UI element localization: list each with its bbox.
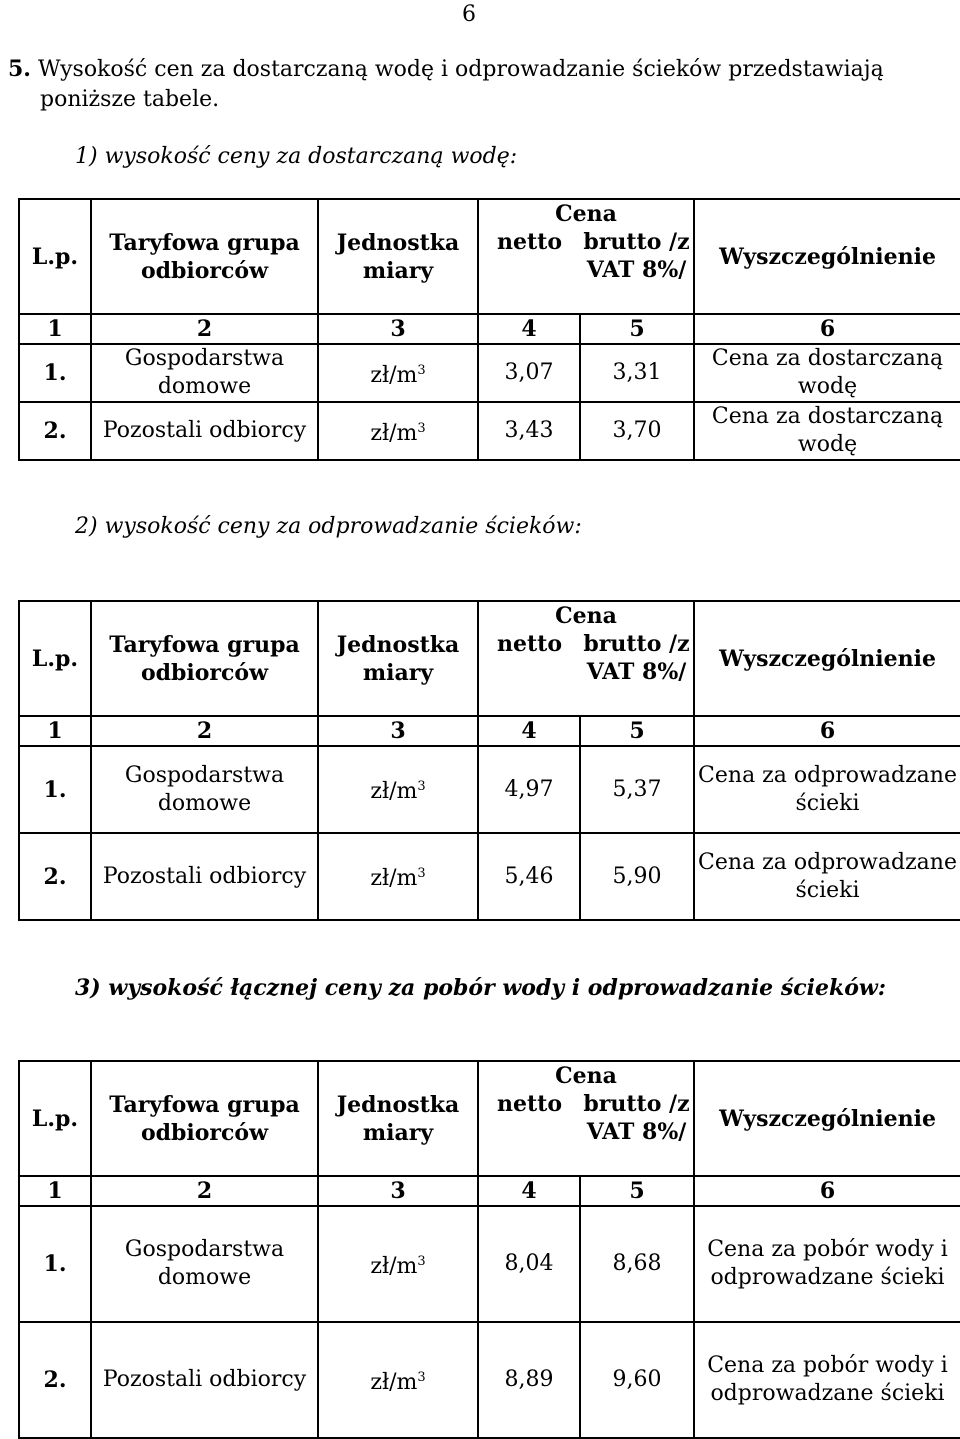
column-number: 1 [19,1176,91,1206]
header-row [19,199,960,228]
column-number-row [19,716,960,746]
row-unit-base: zł/m [370,1253,418,1279]
header-gross: brutto /z VAT 8%/ [580,1090,694,1176]
section-heading-line1: Wysokość cen za dostarczaną wodę i odprowadzanie ścieków przedstawiają [37,57,884,82]
header-details: Wyszczególnienie [694,601,960,716]
table-2-title: 2) wysokość ceny za odprowadzanie ścieków: [75,514,582,539]
row-details: Cena za odprowadzane ścieki [694,746,960,833]
header-row [19,1061,960,1090]
header-gross: brutto /z VAT 8%/ [580,228,694,314]
row-unit-base: zł/m [370,779,418,804]
header-net: netto [497,631,562,657]
row-group: Pozostali odbiorcy [91,1322,318,1438]
row-gross-price: 5,37 [580,746,694,833]
row-unit-base: zł/m [370,1369,418,1395]
row-group: Pozostali odbiorcy [91,402,318,460]
row-details: Cena za dostarczaną wodę [694,402,960,460]
row-unit-base: zł/m [370,362,418,388]
page-number: 6 [462,2,476,27]
column-number: 5 [580,1176,694,1206]
column-number-row [19,314,960,344]
row-unit [318,402,478,460]
header-row [19,601,960,630]
row-net-price: 3,07 [478,344,580,402]
row-group: Pozostali odbiorcy [91,833,318,920]
row-unit-base: zł/m [370,420,418,446]
row-gross-price: 3,31 [580,344,694,402]
header-price: Cena [478,199,694,228]
column-number: 6 [694,1176,960,1206]
table-row [19,1322,960,1438]
column-number: 1 [19,716,91,746]
header-group: Taryfowa grupa odbiorców [91,199,318,314]
row-gross-price: 8,68 [580,1206,694,1322]
table-row [19,402,960,460]
row-unit [318,746,478,833]
row-group: Gospodarstwa domowe [91,746,318,833]
row-details: Cena za pobór wody i odprowadzane ścieki [694,1206,960,1322]
row-lp: 2. [19,833,91,920]
row-lp: 2. [19,402,91,460]
row-lp: 1. [19,746,91,833]
column-number: 5 [580,314,694,344]
header-price: Cena [478,1061,694,1090]
column-number: 6 [694,314,960,344]
row-lp: 1. [19,344,91,402]
column-number: 2 [91,716,318,746]
column-number-row [19,1176,960,1206]
row-unit-exponent: 3 [417,362,426,378]
row-unit [318,1206,478,1322]
header-price: Cena [478,601,694,630]
header-lp: L.p. [19,1061,91,1176]
row-gross-price: 9,60 [580,1322,694,1438]
column-number: 2 [91,314,318,344]
column-number: 1 [19,314,91,344]
column-number: 2 [91,1176,318,1206]
row-net-price: 8,89 [478,1322,580,1438]
header-net: netto [497,229,562,255]
row-details: Cena za pobór wody i odprowadzane ścieki [694,1322,960,1438]
header-unit: Jednostka miary [318,1061,478,1176]
header-unit: Jednostka miary [318,601,478,716]
row-gross-price: 5,90 [580,833,694,920]
header-lp: L.p. [19,199,91,314]
table-row [19,344,960,402]
row-lp: 2. [19,1322,91,1438]
header-details: Wyszczególnienie [694,199,960,314]
row-unit [318,1322,478,1438]
table-1-title: 1) wysokość ceny za dostarczaną wodę: [75,144,518,169]
section-heading [8,54,948,115]
price-table [18,600,960,921]
column-number: 3 [318,314,478,344]
row-unit [318,833,478,920]
column-number: 3 [318,716,478,746]
row-lp: 1. [19,1206,91,1322]
section-heading-line2: poniższe tabele. [40,87,220,112]
header-lp: L.p. [19,601,91,716]
header-net: netto [497,1091,562,1117]
row-gross-price: 3,70 [580,402,694,460]
row-unit-exponent: 3 [417,1369,426,1385]
header-details: Wyszczególnienie [694,1061,960,1176]
price-table [18,198,960,461]
row-details: Cena za dostarczaną wodę [694,344,960,402]
row-unit-exponent: 3 [417,1253,426,1269]
row-net-price: 3,43 [478,402,580,460]
column-number: 4 [478,1176,580,1206]
header-group: Taryfowa grupa odbiorców [91,1061,318,1176]
column-number: 5 [580,716,694,746]
column-number: 4 [478,314,580,344]
row-details: Cena za odprowadzane ścieki [694,833,960,920]
row-unit [318,344,478,402]
table-3-title: 3) wysokość łącznej ceny za pobór wody i odprowadzanie ścieków: [75,975,886,1001]
row-net-price: 4,97 [478,746,580,833]
table-row [19,746,960,833]
column-number: 4 [478,716,580,746]
table-row [19,833,960,920]
row-unit-exponent: 3 [417,420,426,436]
header-gross: brutto /z VAT 8%/ [580,630,694,716]
header-unit: Jednostka miary [318,199,478,314]
header-group: Taryfowa grupa odbiorców [91,601,318,716]
column-number: 3 [318,1176,478,1206]
price-table [18,1060,960,1439]
table-row [19,1206,960,1322]
row-net-price: 5,46 [478,833,580,920]
row-group: Gospodarstwa domowe [91,1206,318,1322]
row-group: Gospodarstwa domowe [91,344,318,402]
row-unit-base: zł/m [370,866,418,891]
row-unit-exponent: 3 [417,866,426,881]
row-net-price: 8,04 [478,1206,580,1322]
section-number: 5. [8,56,31,82]
row-unit-exponent: 3 [417,779,426,794]
column-number: 6 [694,716,960,746]
